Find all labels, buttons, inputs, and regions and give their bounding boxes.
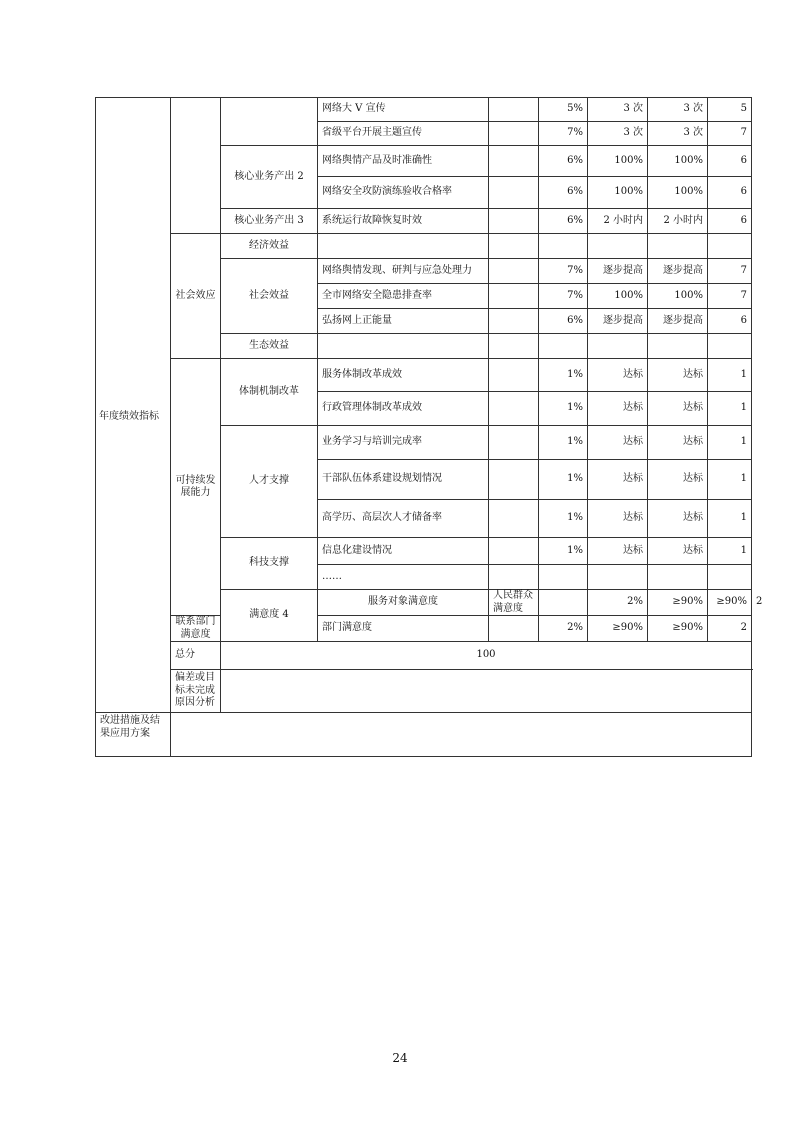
score-cell: 7: [708, 259, 752, 284]
score-cell: 1: [708, 426, 752, 460]
score-cell: 5: [708, 98, 752, 122]
improvement-row: [96, 713, 752, 757]
service-target-satisfaction-label: 服务对象满意度: [318, 590, 489, 616]
actual-cell: 达标: [648, 426, 708, 460]
indicator-name: 干部队伍体系建设规划情况: [318, 460, 489, 500]
actual-cell: 100%: [648, 284, 708, 309]
indicator-name: 高学历、高层次人才储备率: [318, 500, 489, 538]
indicator-name: 系统运行故障恢复时效: [318, 209, 489, 234]
total-row: [96, 642, 752, 670]
actual-cell: 2 小时内: [648, 209, 708, 234]
target-cell: 3 次: [588, 122, 648, 146]
weight-cell: 1%: [539, 538, 588, 565]
actual-cell: ≥90%: [648, 616, 708, 642]
target-cell: 100%: [588, 284, 648, 309]
indicator-name: 网络安全攻防演练验收合格率: [318, 177, 489, 209]
weight-cell: 2%: [588, 590, 648, 616]
target-cell: 2 小时内: [588, 209, 648, 234]
indicator-name: 网络大 V 宣传: [318, 98, 489, 122]
actual-cell: 100%: [648, 177, 708, 209]
weight-cell: 7%: [539, 284, 588, 309]
target-cell: 100%: [588, 146, 648, 177]
actual-cell: 100%: [648, 146, 708, 177]
total-label: 总分: [171, 642, 221, 670]
weight-cell: 6%: [539, 177, 588, 209]
weight-cell: 1%: [539, 500, 588, 538]
target-cell: 达标: [588, 538, 648, 565]
table-row: [96, 98, 752, 122]
target-cell: 100%: [588, 177, 648, 209]
target-cell: 达标: [588, 392, 648, 426]
liaison-dept-satisfaction-label: 联系部门满意度: [171, 616, 221, 642]
total-value: 100: [221, 642, 752, 670]
score-cell: 6: [708, 146, 752, 177]
score-cell: 7: [708, 122, 752, 146]
table-row: [96, 234, 752, 259]
weight-cell: 1%: [539, 460, 588, 500]
actual-cell: 逐步提高: [648, 309, 708, 334]
target-cell: 逐步提高: [588, 309, 648, 334]
system-reform-label: 体制机制改革: [221, 359, 318, 426]
tech-support-label: 科技支撑: [221, 538, 318, 590]
score-cell: 1: [708, 500, 752, 538]
deviation-content: [221, 670, 752, 713]
actual-cell: 达标: [648, 359, 708, 392]
score-cell: 6: [708, 209, 752, 234]
deviation-label: 偏差或目标未完成原因分析: [171, 670, 221, 713]
core-output-2-label: 核心业务产出 2: [221, 146, 318, 209]
score-cell: 1: [708, 359, 752, 392]
score-cell: 6: [708, 309, 752, 334]
indicator-name: 省级平台开展主题宣传: [318, 122, 489, 146]
indicator-name: 部门满意度: [318, 616, 489, 642]
annual-indicators-label: 年度绩效指标: [99, 411, 159, 422]
score-cell: 1: [708, 460, 752, 500]
satisfaction-label: 满意度 4: [221, 590, 318, 642]
performance-table: [95, 97, 763, 757]
improvement-content: [171, 713, 752, 757]
score-cell: 1: [708, 392, 752, 426]
score-cell: 2: [708, 616, 752, 642]
actual-cell: 3 次: [648, 98, 708, 122]
indicator-name: 信息化建设情况: [318, 538, 489, 565]
score-cell: 7: [708, 284, 752, 309]
target-cell: 达标: [588, 426, 648, 460]
improvement-label: 改进措施及结果应用方案: [96, 713, 171, 757]
social-benefit-label: 社会效益: [221, 259, 318, 334]
weight-cell: 1%: [539, 392, 588, 426]
weight-cell: 7%: [539, 122, 588, 146]
table-row: [96, 359, 752, 392]
target-cell: 达标: [588, 359, 648, 392]
actual-cell: 3 次: [648, 122, 708, 146]
actual-cell: 逐步提高: [648, 259, 708, 284]
target-cell: 逐步提高: [588, 259, 648, 284]
indicator-name: 人民群众满意度: [489, 590, 539, 616]
actual-cell: ≥90%: [708, 590, 752, 616]
core-output-3-label: 核心业务产出 3: [221, 209, 318, 234]
weight-cell: 6%: [539, 309, 588, 334]
weight-cell: 6%: [539, 209, 588, 234]
weight-cell: 1%: [539, 359, 588, 392]
ecological-benefit-label: 生态效益: [221, 334, 318, 359]
indicator-name: 网络舆情发现、研判与应急处理力: [318, 259, 489, 284]
page-number: 24: [392, 1051, 408, 1065]
actual-cell: 达标: [648, 460, 708, 500]
actual-cell: 达标: [648, 538, 708, 565]
sustainable-label: 可持续发展能力: [171, 359, 221, 616]
table-row: 满意度 4 服务对象满意度 人民群众满意度 2% ≥90% ≥90% 2: [96, 590, 752, 616]
target-cell: ≥90%: [648, 590, 708, 616]
table-row: [96, 616, 752, 642]
actual-cell: 达标: [648, 500, 708, 538]
target-cell: 达标: [588, 460, 648, 500]
target-cell: ≥90%: [588, 616, 648, 642]
indicator-name: ……: [318, 565, 489, 590]
economic-benefit-label: 经济效益: [221, 234, 318, 259]
social-effect-label: 社会效应: [171, 234, 221, 359]
indicator-name: 全市网络安全隐患排查率: [318, 284, 489, 309]
target-cell: 3 次: [588, 98, 648, 122]
weight-cell: 6%: [539, 146, 588, 177]
indicator-name: 弘扬网上正能量: [318, 309, 489, 334]
weight-cell: 1%: [539, 426, 588, 460]
score-cell: 1: [708, 538, 752, 565]
weight-cell: 5%: [539, 98, 588, 122]
indicator-name: 网络舆情产品及时准确性: [318, 146, 489, 177]
weight-cell: 2%: [539, 616, 588, 642]
actual-cell: 达标: [648, 392, 708, 426]
talent-support-label: 人才支撑: [221, 426, 318, 538]
target-cell: 达标: [588, 500, 648, 538]
deviation-row: [96, 670, 752, 713]
indicator-name: 业务学习与培训完成率: [318, 426, 489, 460]
indicator-name: 服务体制改革成效: [318, 359, 489, 392]
weight-cell: 7%: [539, 259, 588, 284]
score-cell: 6: [708, 177, 752, 209]
indicator-name: 行政管理体制改革成效: [318, 392, 489, 426]
